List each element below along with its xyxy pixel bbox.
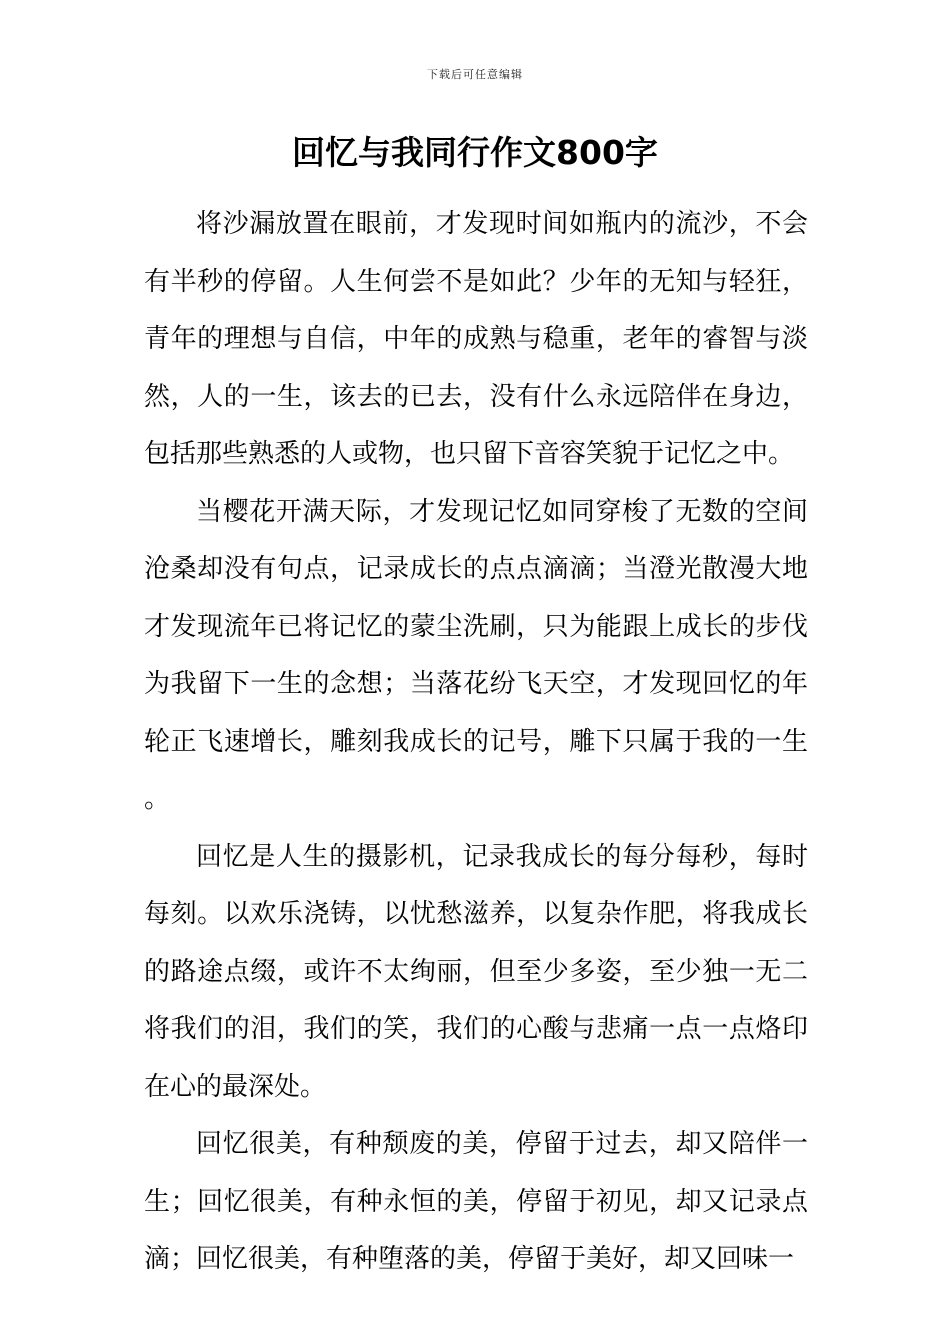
paragraph-3: 回忆是人生的摄影机，记录我成长的每分每秒，每时每刻。以欢乐浇铸，以忧愁滋养，以复杂作肥，将我成长的路途点缀，或许不太绚丽，但至少多姿，至少独一无二将我们的泪，我们的笑，我们的心酸与悲痛一点一点烙印在心的最深处。 xyxy=(144,841,808,1102)
paragraph-2: 当樱花开满天际，才发现记忆如同穿梭了无数的空间沧桑却没有句点，记录成长的点点滴滴；当澄光散漫大地才发现流年已将记忆的蒙尘洗刷，只为能跟上成长的步伐为我留下一生的念想；当落花纷飞天空，才发现回忆的年轮正飞速增长，雕刻我成长的记号，雕下只属于我的一生。 xyxy=(144,496,808,814)
paragraph-4: 回忆很美，有种颓废的美，停留于过去，却又陪伴一生；回忆很美，有种永恒的美，停留于初见，却又记录点滴；回忆很美，有种堕落的美，停留于美好，却又回味一 xyxy=(144,1129,808,1274)
document-body xyxy=(144,196,808,1289)
paragraph-1: 将沙漏放置在眼前，才发现时间如瓶内的流沙，不会有半秒的停留。人生何尝不是如此？少年的无知与轻狂，青年的理想与自信，中年的成熟与稳重，老年的睿智与淡然，人的一生，该去的已去，没有什么永远陪伴在身边，包括那些熟悉的人或物，也只留下音容笑貌于记忆之中。 xyxy=(144,209,808,469)
document-title: 回忆与我同行作文800字 xyxy=(292,133,658,172)
header-note: 下载后可任意编辑 xyxy=(427,68,523,81)
